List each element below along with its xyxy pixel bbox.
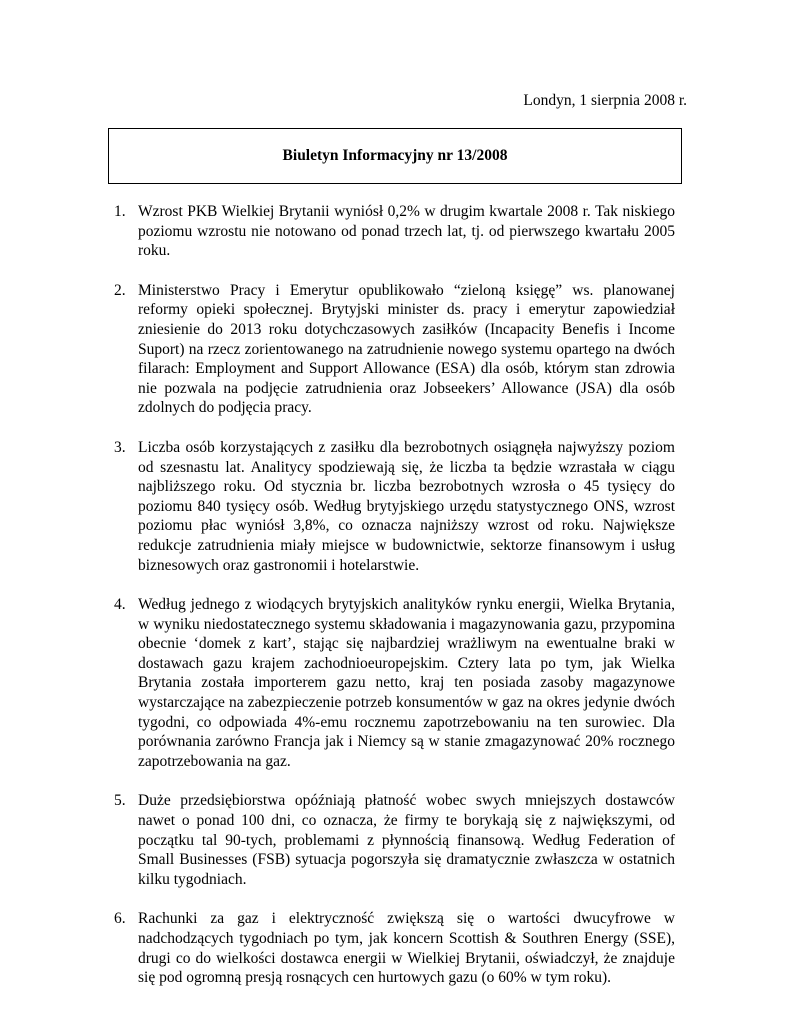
list-item-number: 3. [114,438,126,456]
list-item-text: Wzrost PKB Wielkiej Brytanii wyniósł 0,2% w drugim kwartale 2008 r. Tak niskiego poziomu wzrostu nie notowano od ponad trzech lat, tj. od pierwszego kwartału 2005 roku. [138,203,675,260]
news-list [114,202,675,1008]
list-item [114,438,675,575]
list-item [114,909,675,987]
list-item-text: Rachunki za gaz i elektryczność zwiększą się o wartości dwucyfrowe w nadchodzących tygodniach po tym, jak koncern Scottish & Southren Energy (SSE), drugi co do wielkości dostawca energii w Wielkiej Brytanii, oświadczył, że znajduje się pod ogromną presją rosnących cen hurtowych gazu (o 60% w tym roku). [138,910,675,987]
list-item-number: 6. [114,910,126,928]
list-item-number: 2. [114,281,126,299]
bulletin-title-box [108,128,682,184]
list-item-text: Ministerstwo Pracy i Emerytur opublikowało “zieloną księgę” ws. planowanej reformy opieki społecznej. Brytyjski minister ds. pracy i emerytur zapowiedział zniesienie do 2013 roku dotychczasowych zasiłków (Incapacity Benefis i Income Suport) na rzecz zorientowanego na zatrudnienie nowego systemu opartego na dwóch filarach: Employment and Support Allowance (ESA) dla osób, którym stan zdrowia nie pozwala na podjęcie zatrudnienia oraz Jobseekers’ Allowance (JSA) dla osób zdolnych do podjęcia pracy. [138,281,675,417]
list-item-number: 5. [114,792,126,810]
document-date: Londyn, 1 sierpnia 2008 r. [523,92,687,109]
bulletin-title: Biuletyn Informacyjny nr 13/2008 [282,147,508,164]
list-item [114,281,675,418]
list-item-number: 4. [114,596,126,614]
list-item-text: Liczba osób korzystających z zasiłku dla bezrobotnych osiągnęła najwyższy poziom od szesnastu lat. Analitycy spodziewają się, że liczba ta będzie wzrastała w ciągu najbliższego roku. Od stycznia br. liczba bezrobotnych wzrosła o 45 tysięcy do poziomu 840 tysięcy osób. Według brytyjskiego urzędu statystycznego ONS, wzrost poziomu płac wyniósł 3,8%, co oznacza najniższy wzrost od roku. Największe redukcje zatrudnienia miały miejsce w budownictwie, sektorze finansowym i usług biznesowych oraz gastronomii i hotelarstwie. [138,438,675,574]
list-item-number: 1. [114,203,126,220]
list-item [114,791,675,889]
list-item [114,595,675,771]
list-item-text: Według jednego z wiodących brytyjskich analityków rynku energii, Wielka Brytania, w wyniku niedostatecznego systemu składowania i magazynowania gazu, przypomina obecnie ‘domek z kart’, stając się najbardziej wrażliwym na ewentualne braki w dostawach gazu krajem zachodnioeuropejskim. Cztery lata po tym, jak Wielka Brytania została importerem gazu netto, kraj ten posiada zasoby magazynowe wystarczające na zabezpieczenie potrzeb konsumentów w gaz na okres jedynie dwóch tygodni, co odpowiada 4%-emu rocznemu zapotrzebowaniu na ten surowiec. Dla porównania zarówno Francja jak i Niemcy są w stanie zmagazynować 20% rocznego zapotrzebowania na gaz. [138,596,675,770]
list-item-text: Duże przedsiębiorstwa opóźniają płatność wobec swych mniejszych dostawców nawet o ponad 100 dni, co oznacza, że firmy te borykają się z największymi, od początku tal 90-tych, problemami z płynnością finansową. Według Federation of Small Businesses (FSB) sytuacja pogorszyła się dramatycznie zwłaszcza w ostatnich kilku tygodniach. [138,792,675,888]
list-item [114,202,675,261]
